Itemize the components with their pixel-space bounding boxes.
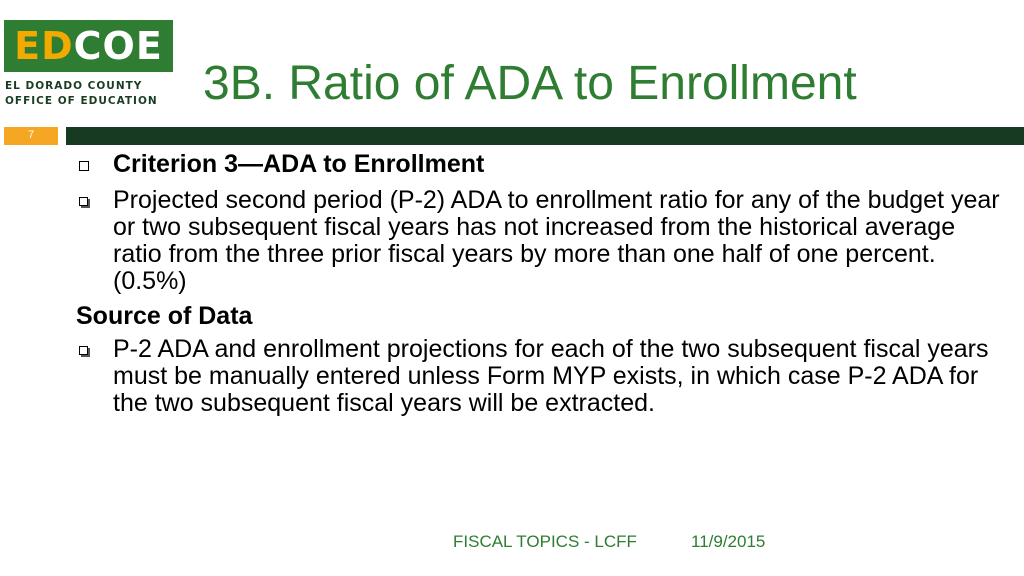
logo-mark: [4, 20, 173, 72]
projection-text: Projected second period (P-2) ADA to enrollment ratio for any of the budget year or two subsequent fiscal years has not increased from the historical average ratio from the three prior fiscal years by more than one half of one percent. (0.5%): [113, 186, 1000, 295]
bullet-source: [76, 336, 1006, 417]
square-bullet-icon: [79, 197, 88, 206]
slide-number: 7: [4, 127, 58, 145]
slide-content: [76, 151, 1006, 417]
logo-mark-coe: COE: [73, 24, 163, 68]
title-divider-bar: [66, 127, 1024, 145]
footer-date: 11/9/2015: [691, 532, 766, 551]
square-bullet-icon: [79, 346, 88, 355]
bullet-projection: [76, 187, 1006, 295]
source-of-data-heading: Source of Data: [76, 302, 253, 330]
bullet-criterion: [76, 151, 1006, 178]
square-bullet-icon: [79, 161, 89, 171]
source-text: P-2 ADA and enrollment projections for each of the two subsequent fiscal years must be manually entered unless Form MYP exists, in which case P-2 ADA for the two subsequent fiscal years will be extracted.: [113, 335, 989, 417]
logo-subtitle-line2: OFFICE OF EDUCATION: [5, 95, 158, 107]
footer-label: FISCAL TOPICS - LCFF: [453, 532, 637, 551]
logo-mark-ed: ED: [14, 24, 74, 68]
criterion-text: Criterion 3—ADA to Enrollment: [113, 150, 485, 178]
slide-title: 3B. Ratio of ADA to Enrollment: [203, 57, 857, 110]
logo-subtitle-line1: EL DORADO COUNTY: [5, 80, 143, 92]
